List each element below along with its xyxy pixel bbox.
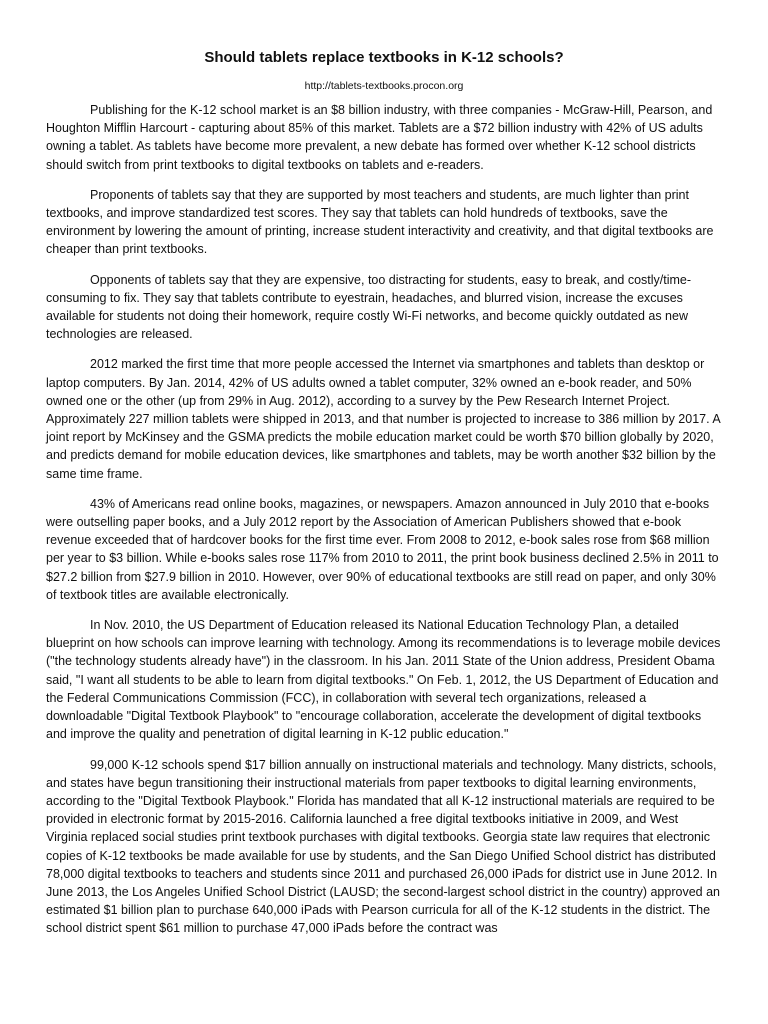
- paragraph-internet-stats: 2012 marked the first time that more people accessed the Internet via smartphones and tablets than desktop or laptop computers. By Jan. 2014, 42% of US adults owned a tablet computer, 32% owned an e-book reader, and 50% owned one or the other (up from 29% in Aug. 2012), according to a survey by the Pew Research Internet Project. Approximately 227 million tablets were shipped in 2013, and that number is projected to increase to 386 million by 2017. A joint report by McKinsey and the GSMA predicts the mobile education market could be worth $70 billion globally by 2020, and predicts demand for mobile education devices, like smartphones and tablets, may be worth another $32 billion by the same time frame.: [46, 357, 721, 481]
- paragraph-proponents: Proponents of tablets say that they are supported by most teachers and students, are much lighter than print textbooks, and improve standardized test scores. They say that tablets can hold hundreds of textbooks, save the environment by lowering the amount of printing, increase student interactivity and creativity, and that digital textbooks are cheaper than print textbooks.: [46, 187, 714, 257]
- paragraph-education-plan: In Nov. 2010, the US Department of Education released its National Education Technology Plan, a detailed blueprint on how schools can improve learning with technology. Among its recommendations is to leverage mobile devices ("the technology students already have") in the classroom. In his Jan. 2011 State of the Union address, President Obama said, "I want all students to be able to learn from digital textbooks." On Feb. 1, 2012, the US Department of Education and the Federal Communications Commission (FCC), in collaboration with several tech organizations, released a downloadable "Digital Textbook Playbook" to "encourage collaboration, accelerate the development of digital textbooks and improve the quality and penetration of digital learning in K-12 public education.": [46, 618, 721, 742]
- paragraph-school-spending: 99,000 K-12 schools spend $17 billion annually on instructional materials and technology. Many districts, schools, and states have begun transitioning their instructional materials from paper textbooks to digital learning environments, according to the "Digital Textbook Playbook." Florida has mandated that all K-12 instructional materials are required to be provided in electronic format by 2015-2016. California launched a free digital textbooks initiative in 2009, and West Virginia replaced social studies print textbook purchases with digital textbooks. Georgia state law requires that electronic copies of K-12 textbooks be made available for use by students, and the San Diego Unified School district has distributed 78,000 digital textbooks to teachers and students since 2011 and purchased 26,000 iPads for district use in June 2012. In June 2013, the Los Angeles Unified School District (LAUSD; the second-largest school district in the country) approved an estimated $1 billion plan to purchase 640,000 iPads with Pearson curricula for all of the K-12 students in the district. The school district spent $61 million to purchase 47,000 iPads before the contract was: [46, 757, 720, 936]
- source-url: http://tablets-textbooks.procon.org: [304, 80, 464, 92]
- paragraph-ebook-stats: 43% of Americans read online books, magazines, or newspapers. Amazon announced in July 2010 that e-books were outselling paper books, and a July 2012 report by the Association of American Publishers showed that e-book revenue exceeded that of hardcover books for the first time ever. From 2008 to 2012, e-book sales rose from $68 million per year to $3 billion. While e-books sales rose 117% from 2010 to 2011, the print book business declined 2.5% in 2011 to $27.2 billion from $27.9 billion in 2010. However, over 90% of educational textbooks are still read on paper, and only 30% of textbook titles are available electronically.: [46, 496, 719, 602]
- document-title: Should tablets replace textbooks in K-12 schools?: [204, 49, 564, 66]
- paragraph-opponents: Opponents of tablets say that they are expensive, too distracting for students, easy to break, and costly/time-consuming to fix. They say that tablets contribute to eyestrain, headaches, and blurred vision, increase the excuses available for students not doing their homework, require costly Wi-Fi networks, and become quickly outdated as new technologies are released.: [46, 272, 692, 342]
- paragraph-intro: Publishing for the K-12 school market is an $8 billion industry, with three companies - McGraw-Hill, Pearson, and Houghton Mifflin Harcourt - capturing about 85% of this market. Tablets are a $72 billion industry with 42% of US adults owning a tablet. As tablets have become more prevalent, a new debate has formed over whether K-12 school districts should switch from print textbooks to digital textbooks on tablets and e-readers.: [46, 103, 713, 172]
